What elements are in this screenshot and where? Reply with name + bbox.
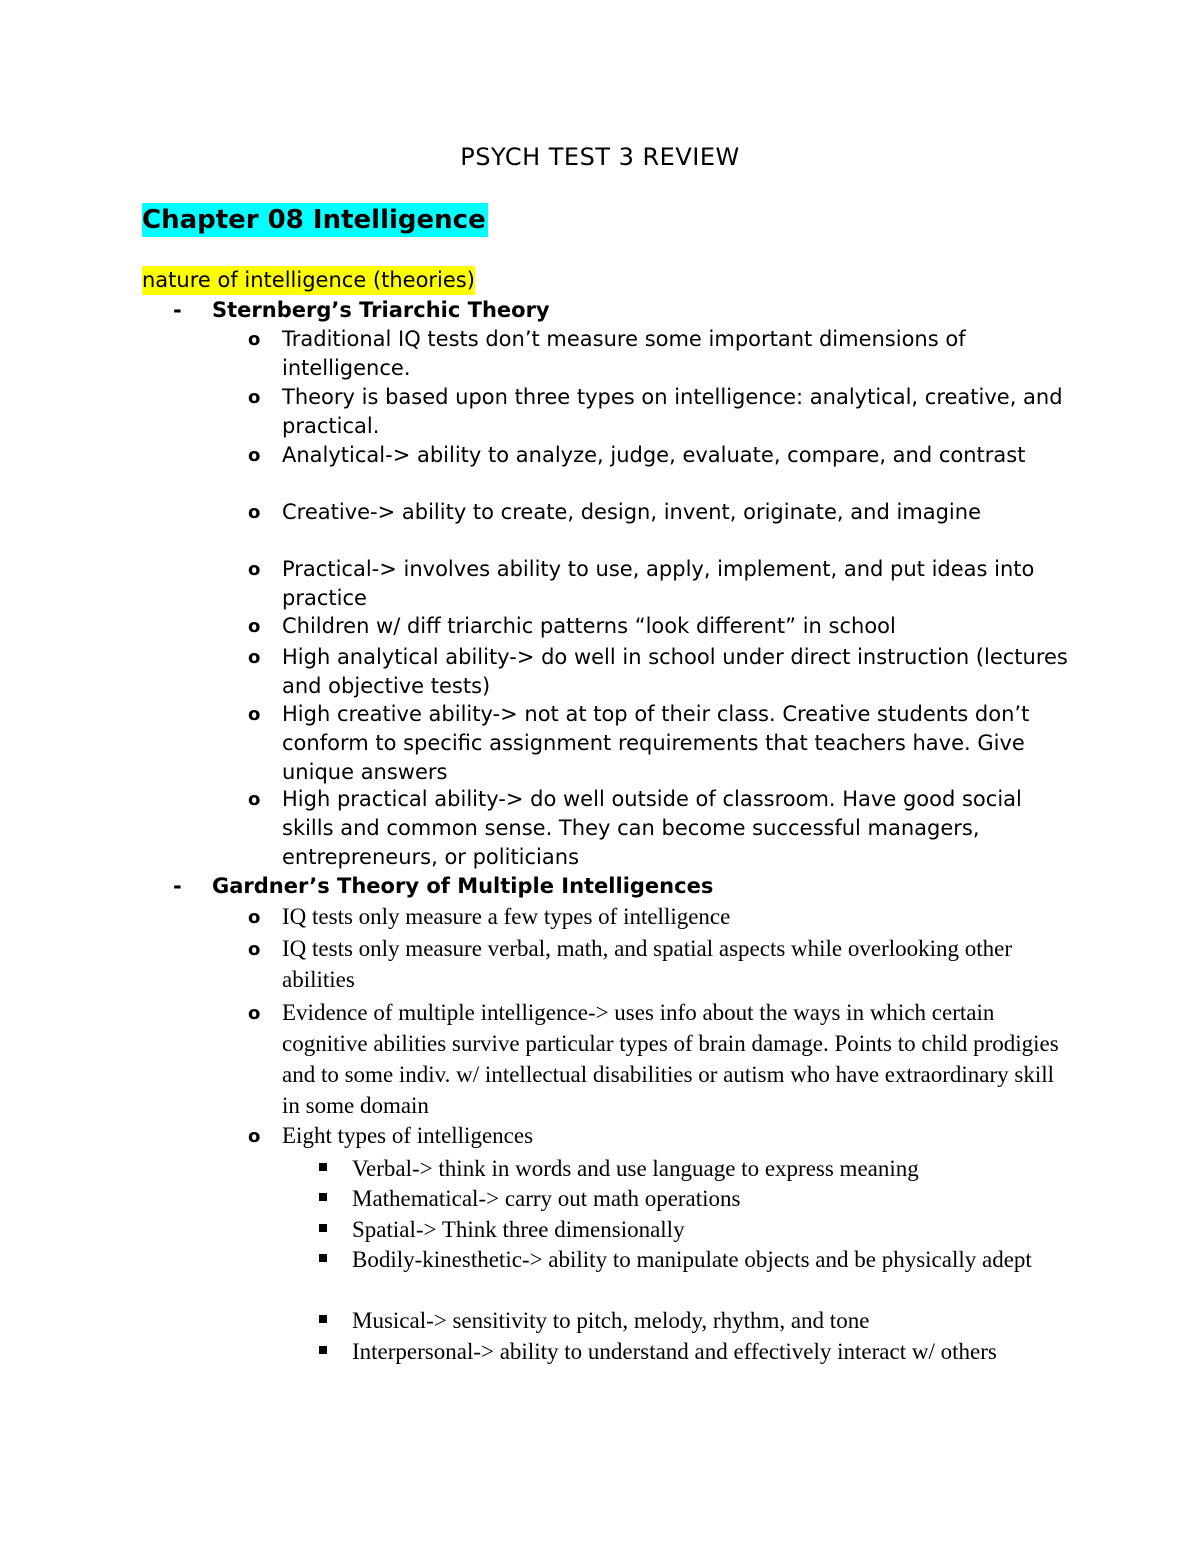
sub-list-item: Bodily-kinesthetic-> ability to manipulate objects and be physically adept [352,1247,1032,1272]
sub-list-item: Spatial-> Think three dimensionally [352,1217,685,1242]
circle-bullet-icon: o [248,789,261,810]
topic-heading: nature of intelligence (theories) [142,266,475,295]
list-item: Evidence of multiple intelligence-> uses info about the ways in which certain cognitive abilities survive particular types of brain damage. Points to child prodigies and to some indiv. w/ intellectual disabilities or autism who have extraordinary skill in some domain [282,1000,1059,1118]
list-item: IQ tests only measure a few types of intelligence [282,904,731,929]
list-item: Practical-> involves ability to use, apply, implement, and put ideas into practice [282,557,1035,610]
list-item: Eight types of intelligences [282,1123,534,1148]
page-title: PSYCH TEST 3 REVIEW [460,143,740,171]
list-item: High creative ability-> not at top of their class. Creative students don’t conform to specific assignment requirements that teachers have. Give unique answers [282,702,1030,784]
list-item: Traditional IQ tests don’t measure some important dimensions of intelligence. [282,327,966,380]
square-bullet-icon [319,1224,327,1232]
dash-bullet-icon: - [173,874,182,898]
list-item: Children w/ diff triarchic patterns “look different” in school [282,614,896,638]
circle-bullet-icon: o [248,1126,261,1147]
list-item: Creative-> ability to create, design, invent, originate, and imagine [282,500,981,524]
circle-bullet-icon: o [248,502,261,523]
section-heading-sternberg: Sternberg’s Triarchic Theory [212,298,550,322]
section-heading-gardner: Gardner’s Theory of Multiple Intelligences [212,874,714,898]
dash-bullet-icon: - [173,298,182,322]
square-bullet-icon [319,1315,327,1323]
square-bullet-icon [319,1346,327,1354]
list-item: High practical ability-> do well outside of classroom. Have good social skills and common sense. They can become successful managers, entrepreneurs, or politicians [282,787,1022,869]
circle-bullet-icon: o [248,1003,261,1024]
sub-list-item: Interpersonal-> ability to understand and effectively interact w/ others [352,1339,997,1364]
circle-bullet-icon: o [248,647,261,668]
list-item: Theory is based upon three types on intelligence: analytical, creative, and practical. [282,385,1063,438]
chapter-heading: Chapter 08 Intelligence [142,205,486,235]
sub-list-item: Musical-> sensitivity to pitch, melody, rhythm, and tone [352,1308,870,1333]
sub-list-item: Mathematical-> carry out math operations [352,1186,741,1211]
sub-list-item: Verbal-> think in words and use language to express meaning [352,1156,919,1181]
circle-bullet-icon: o [248,387,261,408]
circle-bullet-icon: o [248,445,261,466]
circle-bullet-icon: o [248,939,261,960]
list-item: Analytical-> ability to analyze, judge, evaluate, compare, and contrast [282,443,1026,467]
square-bullet-icon [319,1163,327,1171]
circle-bullet-icon: o [248,559,261,580]
circle-bullet-icon: o [248,907,261,928]
list-item: High analytical ability-> do well in school under direct instruction (lectures and objective tests) [282,645,1068,698]
circle-bullet-icon: o [248,329,261,350]
square-bullet-icon [319,1254,327,1262]
square-bullet-icon [319,1193,327,1201]
circle-bullet-icon: o [248,616,261,637]
list-item: IQ tests only measure verbal, math, and spatial aspects while overlooking other abilities [282,936,1013,992]
circle-bullet-icon: o [248,704,261,725]
